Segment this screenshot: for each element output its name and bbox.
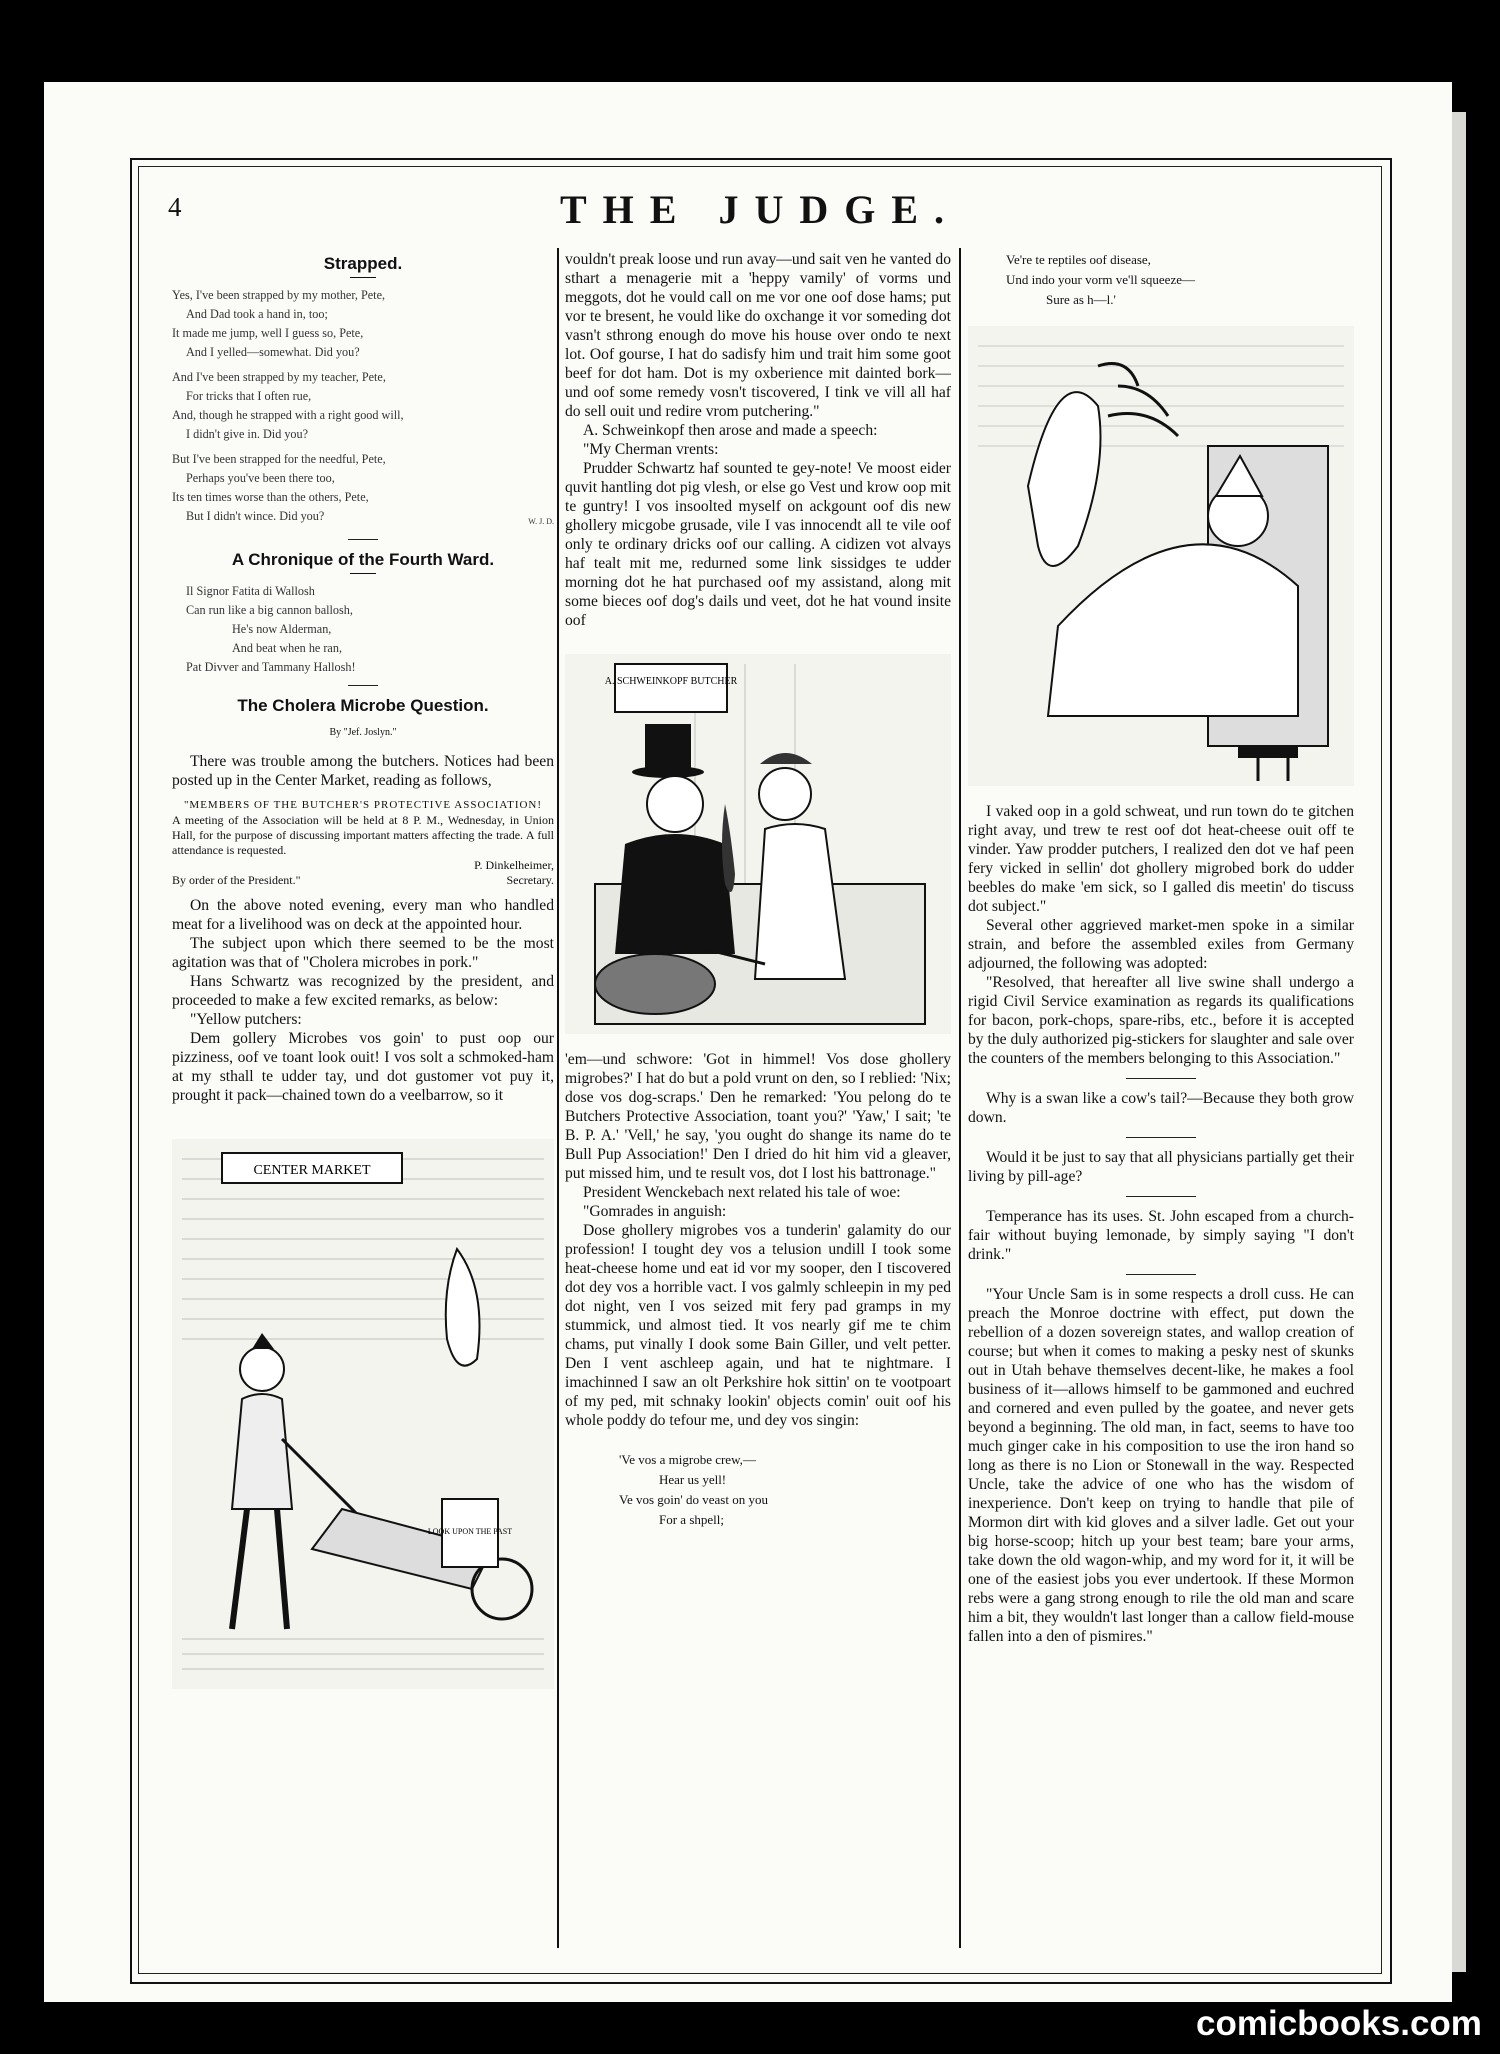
paragraph: "Gomrades in anguish: [583,1203,727,1220]
illustration-butcher-shop [565,654,951,1034]
paragraph: "Resolved, that hereafter all live swine shall undergo a rigid Civil Service examination as regards its qualifications for bacon, pork-chops, spare-ribs, etc., before it is accepted by the duly authorized pig-stickers for slaughter and sale over the counters of the members belonging to this Association." [968,974,1354,1067]
poem-title-strapped: Strapped. [323,254,403,273]
verse-line: Perhaps you've been there too, [186,471,335,485]
verse-line: And beat when he ran, [232,641,342,655]
verse-line: Hear us yell! [659,1472,727,1487]
paragraph: vouldn't preak loose und run avay—und sait ven he vanted do sthart a menagerie mit a 'heppy vamily' of vorms und meggots, dot he vould call on me vor one oof dose hams; put vor te bresent, he vould like do oxchange it vor someding dot vasn't sthrong enough do move his house over ondo te next lot. Oof gourse, I hat do sadisfy him und trait him some goot beef for dot ham. Dot is my oxberience mit dainted bork—und oof some remedy vosn't tiscovered, I tink ve vill all haf do sell ouit und redire vrom putchering." [565,251,951,420]
column-rule-2 [959,248,961,1948]
site-watermark: comicbooks.com [1196,2004,1482,2043]
paragraph: "My Cherman vrents: [583,441,719,458]
poem-title-chronique: A Chronique of the Fourth Ward. [231,550,495,569]
joke-temperance: Temperance has its uses. St. John escaped from a church-fair without buying lemonade, by simply saying "I don't drink." [968,1208,1354,1263]
illustration-wheelbarrow [172,1139,554,1689]
illustration-nightmare [968,326,1354,786]
joke-swan: Why is a swan like a cow's tail?—Because they both grow down. [968,1090,1354,1126]
verse-line: I didn't give in. Did you? [186,427,309,441]
poem-chronique [172,582,554,677]
song-verse [619,1450,951,1530]
notice-title: Secretary. [506,873,554,887]
section-divider [1126,1078,1196,1079]
paragraph: I vaked oop in a gold schweat, und run town do te gitchen right avay, und trew te rest oof dot heat-cheese ouit off te vinder. Yaw prodder putchers, I realized den dot ve haf peen fery vicked in sellin' dot ghollery migrobed bork do udder beebles do make 'em sick, so I galled dis meetin' do tiscuss dot subject." [968,803,1354,915]
notice [172,798,554,888]
paragraph-uncle-sam: "Your Uncle Sam is in some respects a droll cuss. He can preach the Monroe doctrine with effect, put down the rebellion of a dozen sovereign states, and wallop creation of course; but when it comes to making a pesky nest of skunks out in Utah behave themselves decent-like, he makes a fool business of it—allows himself to be gammoned and euchred and cornered and even pulled by the goatee, and never gets beyond a beginning. The old man, in fact, seems to have too much ginger cake in his composition to use the iron hand so long as there is no Lion or Stonewall in the way. Respected Uncle, take the advice of one who has the wisdom of inexperience. Don't keep on trying to handle that pile of Mormon dirt with kid gloves and a silver ladle. Get out your big horse-scoop; hitch up your best team; bare your arms, take down the old wagon-whip, and my word for it, it will be one of the easiest jobs you ever undertook. If these Mormon rebs were a gang strong enough to rile the old man and scare him a bit, they wouldn't last longer than a callow field-mouse fallen into a den of pismires." [968,1286,1354,1645]
section-divider [1126,1196,1196,1197]
paragraph: On the above noted evening, every man who handled meat for a livelihood was on deck at the appointed hour. [172,897,554,933]
verse-line: Pat Divver and Tammany Hallosh! [186,660,356,674]
illustration-label-text: LOOK UPON THE PAST [427,1527,513,1536]
paragraph: A. Schweinkopf then arose and made a speech: [583,422,878,439]
verse-line: Sure as h—l.' [1046,292,1116,307]
song-verse [1006,250,1354,310]
poem-strapped [172,286,554,531]
masthead-title: THE JUDGE. [559,187,961,232]
verse-line: And, though he strapped with a right good will, [172,408,404,422]
paragraph: Hans Schwartz was recognized by the president, and proceeded to make a few excited remarks, as below: [172,973,554,1009]
verse-line: Its ten times worse than the others, Pete, [172,490,369,504]
byline: By "Jef. Joslyn." [329,727,397,738]
column-2 [565,250,951,1530]
verse-line: Il Signor Fatita di Wallosh [186,584,315,598]
notice-order: By order of the President." [172,873,301,887]
paragraph: Dem gollery Microbes vos goin' to pust oop our pizziness, oof ve toant look ouit! I vos solt a schmoked-ham at my sthall te udder tay, und dot gustomer vot puy it, prought it pack—chained town do a veelbarrow, so it [172,1030,554,1104]
verse-line: For a shpell; [659,1512,724,1527]
verse-line: But I've been strapped for the needful, Pete, [172,452,386,466]
notice-body: A meeting of the Association will be held at 8 P. M., Wednesday, in Union Hall, for the purpose of discussing important matters affecting the trade. A full attendance is requested. [172,813,554,857]
verse-line: For tricks that I often rue, [186,389,312,403]
column-rule-1 [557,248,559,1948]
verse-line: And Dad took a hand in, too; [186,307,328,321]
verse-line: Ve vos goin' do veast on you [619,1492,768,1507]
verse-line: Can run like a big cannon ballosh, [186,603,353,617]
section-divider [1126,1137,1196,1138]
paragraph: "Yellow putchers: [190,1011,302,1028]
page-edge [1452,112,1466,1972]
verse-line: But I didn't wince. Did you? [186,509,325,523]
paragraph: Prudder Schwartz haf sounted te gey-note! Ve moost eider quvit hantling dot pig vlesh, or else go Vest und krow oop mit te guntry! I vos insoolted myself on ackgount oof dis new ghollery micgobe grusade, vile I vas innocendt all te vile oof only te ordinary dricks oof our calling. A cidizen vot alvays haf tealt mit me, redurned some link sissidges te udder morning dot he hat purchased oof my assistand, along mit some bieces oof dog's dails und veet, dot he hat vound insite oof [565,460,951,629]
title-dash [350,277,376,278]
joke-physicians: Would it be just to say that all physicians partially get their living by pill-age? [968,1149,1354,1185]
butcher-shop-drawing [565,654,951,1034]
article-title-cholera: The Cholera Microbe Question. [237,696,489,715]
poem-initials: W. J. D. [528,517,554,526]
paragraph: Dose ghollery migrobes vos a tunderin' galamity do our profession! I tought dey vos a telusion undill I took some heat-cheese home und eat id vor my sooper, den I tiscovered dot dey vos a horrible vact. I vos galmly schleepin in my ped dot night, ven I vos seized mit fery pad gramps in my stummick, und almost tied. It vos nearly gif me te chim chams, put vinally I dook some Bain Giller, und velt petter. Den I vent aschleep again, und hat te nightmare. I imachinned I saw an olt Perkshire hok sittin' on te vootpoart of my ped, mit schnaky lookin' objects comin' ouit oof his whole poddy do tefour me, und dey vos singin: [565,1222,951,1429]
wheelbarrow-drawing [172,1139,554,1689]
paragraph: Several other aggrieved market-men spoke in a similar strain, and before the assembled exiles from Germany adjourned, the following was adopted: [968,917,1354,972]
page-number: 4 [168,192,182,222]
nightmare-drawing [968,326,1354,786]
verse-line: And I yelled—somewhat. Did you? [186,345,360,359]
column-3 [968,250,1354,1646]
verse-line: Und indo your vorm ve'll squeeze— [1006,272,1195,287]
paragraph: There was trouble among the butchers. Notices had been posted up in the Center Market, reading as follows, [172,753,554,789]
column-1 [172,250,554,1705]
notice-heading: "MEMBERS OF THE BUTCHER'S PROTECTIVE ASSOCIATION! [183,799,543,811]
title-dash [350,573,376,574]
paragraph: 'em—und schwore: 'Got in himmel! Vos dose ghollery migrobes?' I hat do but a pold vrunt on den, so I reblied: 'Nix; dose vos dog-scraps.' Den he remarked: 'You pelong do te Butchers Protective Association, toant you?' 'Yaw,' I sait; 'te B. P. A.' 'Vell,' he say, 'you ought do shange its name do te Bull Pup Association!' Den I dried do hit him vid a gleaver, put missed him, und te result vos, dot I lost his battronage." [565,1051,951,1182]
section-divider [1126,1274,1196,1275]
shop-sign-text: A. SCHWEINKOPF BUTCHER [604,676,738,687]
illustration-sign-text: CENTER MARKET [253,1163,371,1178]
verse-line: And I've been strapped by my teacher, Pete, [172,370,386,384]
verse-line: It made me jump, well I guess so, Pete, [172,326,364,340]
notice-name: P. Dinkelheimer, [474,858,554,872]
verse-line: Yes, I've been strapped by my mother, Pete, [172,288,386,302]
verse-line: 'Ve vos a migrobe crew,— [619,1452,756,1467]
paragraph: The subject upon which there seemed to be the most agitation was that of "Cholera microbes in pork." [172,935,554,971]
section-divider [348,685,378,686]
section-divider [348,539,378,540]
verse-line: Ve're te reptiles oof disease, [1006,252,1151,267]
verse-line: He's now Alderman, [232,622,332,636]
paragraph: President Wenckebach next related his tale of woe: [583,1184,901,1201]
